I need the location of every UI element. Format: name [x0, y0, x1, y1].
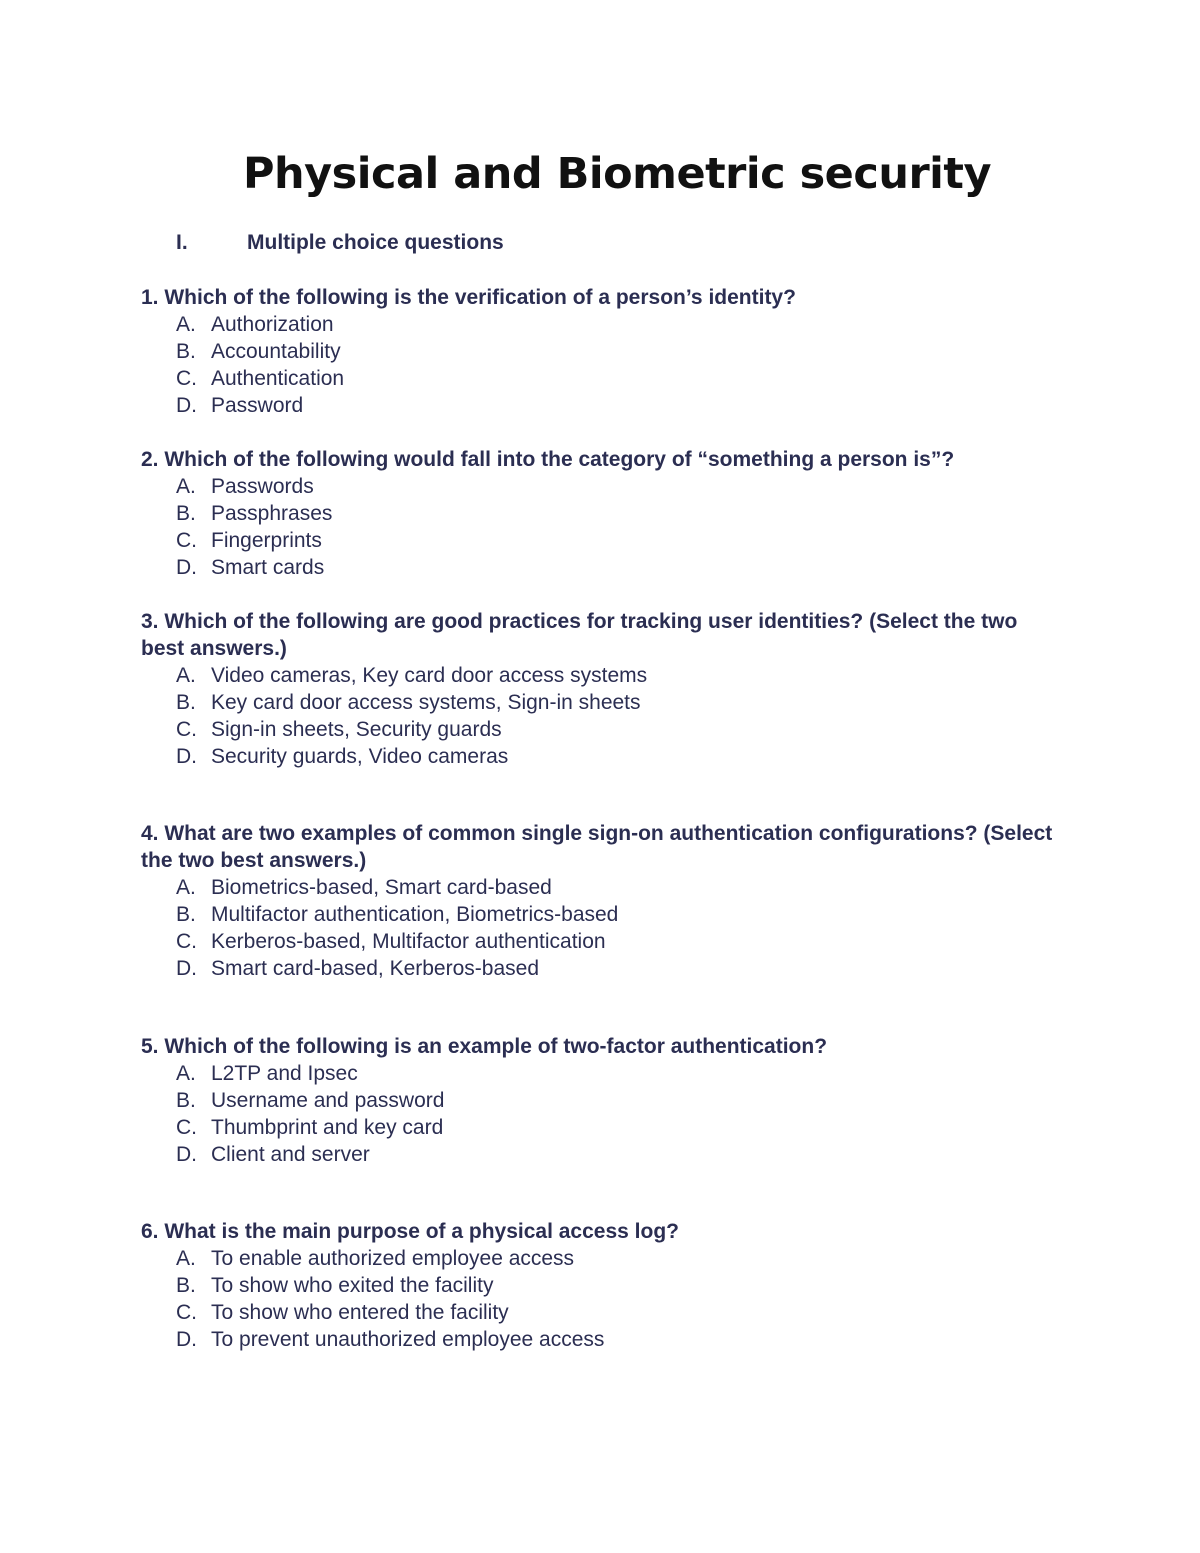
option-letter: C. [176, 930, 197, 953]
option-c [141, 928, 1061, 955]
option-a [141, 1060, 1061, 1087]
option-c [141, 365, 1061, 392]
option-text: Security guards, Video cameras [211, 745, 509, 768]
option-letter: A. [176, 1247, 196, 1270]
option-c [141, 1299, 1061, 1326]
question-2 [141, 446, 1061, 581]
option-text: Passwords [211, 475, 314, 498]
section-numeral: I. [176, 231, 188, 254]
option-letter: B. [176, 502, 196, 525]
option-list [141, 311, 1061, 419]
option-b [141, 689, 1061, 716]
option-text: Password [211, 394, 304, 417]
option-b [141, 1272, 1061, 1299]
option-text: Smart card-based, Kerberos-based [211, 957, 539, 980]
question-1 [141, 284, 1061, 419]
option-a [141, 874, 1061, 901]
option-letter: C. [176, 367, 197, 390]
option-d [141, 554, 1061, 581]
option-d [141, 1326, 1061, 1353]
option-letter: D. [176, 1143, 197, 1166]
option-text: To show who exited the facility [211, 1274, 494, 1297]
section-heading-text: Multiple choice questions [247, 231, 504, 254]
question-text: 3. Which of the following are good practices for tracking user identities? (Select the two best answers.) [141, 610, 1018, 660]
question-text: 1. Which of the following is the verification of a person’s identity? [141, 286, 796, 309]
option-letter: A. [176, 1062, 196, 1085]
option-letter: A. [176, 475, 196, 498]
option-letter: A. [176, 664, 196, 687]
question-text: 6. What is the main purpose of a physical access log? [141, 1220, 679, 1243]
option-text: To show who entered the facility [211, 1301, 509, 1324]
question-text: 4. What are two examples of common single sign-on authentication configurations? (Select the two best answers.) [141, 822, 1053, 872]
option-letter: B. [176, 340, 196, 363]
option-a [141, 662, 1061, 689]
option-a [141, 1245, 1061, 1272]
option-list [141, 1060, 1061, 1168]
option-text: Key card door access systems, Sign-in sheets [211, 691, 641, 714]
option-c [141, 716, 1061, 743]
option-letter: B. [176, 903, 196, 926]
option-letter: D. [176, 394, 197, 417]
option-text: L2TP and Ipsec [211, 1062, 358, 1085]
option-a [141, 311, 1061, 338]
option-letter: B. [176, 1274, 196, 1297]
option-text: Passphrases [211, 502, 333, 525]
option-text: Thumbprint and key card [211, 1116, 444, 1139]
option-letter: D. [176, 556, 197, 579]
question-text: 5. Which of the following is an example of two-factor authentication? [141, 1035, 828, 1058]
question-4 [141, 820, 1061, 982]
option-letter: A. [176, 876, 196, 899]
option-text: Authentication [211, 367, 345, 390]
option-c [141, 527, 1061, 554]
option-text: Biometrics-based, Smart card-based [211, 876, 552, 899]
option-a [141, 473, 1061, 500]
option-b [141, 338, 1061, 365]
option-d [141, 743, 1061, 770]
question-5 [141, 1033, 1061, 1168]
option-letter: B. [176, 691, 196, 714]
option-letter: B. [176, 1089, 196, 1112]
option-list [141, 874, 1061, 982]
question-6 [141, 1218, 1061, 1353]
option-text: Username and password [211, 1089, 445, 1112]
option-text: Multifactor authentication, Biometrics-based [211, 903, 619, 926]
option-letter: A. [176, 313, 196, 336]
option-d [141, 955, 1061, 982]
option-text: Smart cards [211, 556, 325, 579]
option-text: Sign-in sheets, Security guards [211, 718, 502, 741]
option-letter: D. [176, 957, 197, 980]
option-b [141, 500, 1061, 527]
option-text: Kerberos-based, Multifactor authentication [211, 930, 606, 953]
option-c [141, 1114, 1061, 1141]
option-text: Authorization [211, 313, 334, 336]
question-text: 2. Which of the following would fall into the category of “something a person is”? [141, 448, 955, 471]
option-letter: D. [176, 1328, 197, 1351]
option-text: To prevent unauthorized employee access [211, 1328, 605, 1351]
option-text: Client and server [211, 1143, 370, 1166]
option-d [141, 392, 1061, 419]
option-d [141, 1141, 1061, 1168]
section-heading [176, 229, 504, 256]
option-list [141, 662, 1061, 770]
option-letter: C. [176, 1301, 197, 1324]
option-letter: C. [176, 718, 197, 741]
option-b [141, 1087, 1061, 1114]
option-letter: C. [176, 529, 197, 552]
option-letter: C. [176, 1116, 197, 1139]
page-title: Physical and Biometric security [243, 149, 991, 199]
option-list [141, 473, 1061, 581]
option-text: Video cameras, Key card door access systems [211, 664, 648, 687]
option-text: Fingerprints [211, 529, 322, 552]
question-3 [141, 608, 1061, 770]
option-letter: D. [176, 745, 197, 768]
option-list [141, 1245, 1061, 1353]
option-text: To enable authorized employee access [211, 1247, 575, 1270]
option-text: Accountability [211, 340, 341, 363]
option-b [141, 901, 1061, 928]
